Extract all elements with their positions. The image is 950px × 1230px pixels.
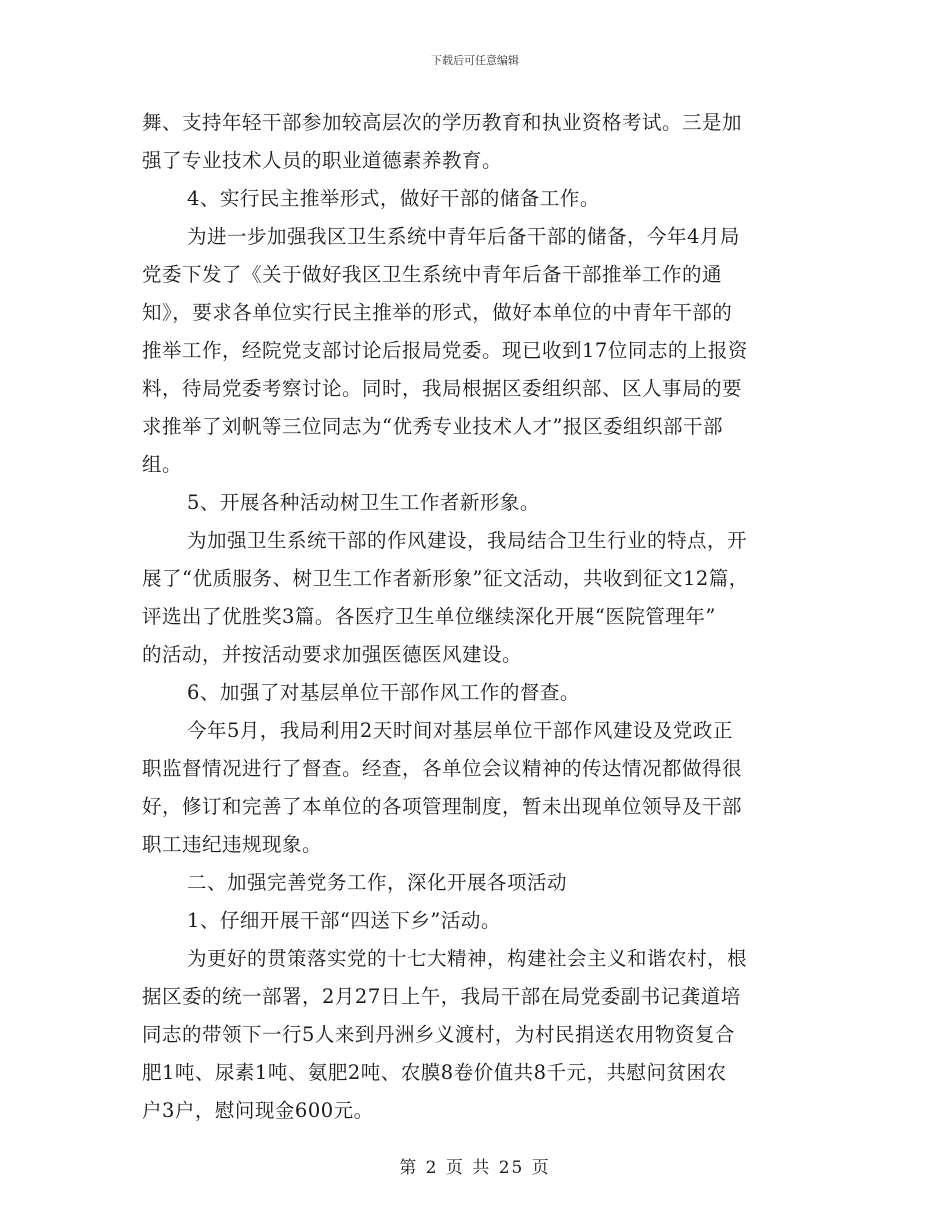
text-line: 评选出了优胜奖3篇。各医疗卫生单位继续深化开展“医院管理年” bbox=[142, 605, 716, 628]
page-number: 第 2 页 共 25 页 bbox=[399, 1158, 551, 1178]
text-line: 舞、支持年轻干部参加较高层次的学历教育和执业资格考试。三是加 bbox=[142, 111, 743, 134]
text-line: 为加强卫生系统干部的作风建设，我局结合卫生行业的特点，开 bbox=[187, 529, 748, 552]
text-line: 4、实行民主推举形式，做好干部的储备工作。 bbox=[187, 187, 600, 210]
text-line: 5、开展各种活动树卫生工作者新形象。 bbox=[187, 491, 540, 514]
document-body bbox=[142, 104, 812, 1130]
text-line: 为更好的贯策落实党的十七大精神，构建社会主义和谐农村，根 bbox=[187, 947, 748, 970]
text-line: 料，待局党委考察讨论。同时，我局根据区委组织部、区人事局的要 bbox=[142, 377, 743, 400]
text-line: 组。 bbox=[142, 453, 183, 476]
text-line: 1、仔细开展干部“四送下乡”活动。 bbox=[187, 909, 501, 932]
text-line: 知》，要求各单位实行民主推举的形式，做好本单位的中青年干部的 bbox=[142, 301, 733, 324]
text-line: 好，修订和完善了本单位的各项管理制度，暂未出现单位领导及干部 bbox=[142, 795, 743, 818]
text-line: 同志的带领下一行5人来到丹洲乡义渡村，为村民捐送农用物资复合 bbox=[142, 1023, 735, 1046]
text-line: 据区委的统一部署，2月27日上午，我局干部在局党委副书记龚道培 bbox=[142, 985, 741, 1008]
page-header: 下载后可任意编辑 bbox=[431, 54, 519, 67]
text-line: 为进一步加强我区卫生系统中青年后备干部的储备，今年4月局 bbox=[187, 225, 740, 248]
text-line: 求推举了刘帆等三位同志为“优秀专业技术人才”报区委组织部干部 bbox=[142, 415, 723, 438]
text-line: 6、加强了对基层单位干部作风工作的督查。 bbox=[187, 681, 580, 704]
text-line: 肥1吨、尿素1吨、氨肥2吨、农膜8卷价值共8千元，共慰问贫困农 bbox=[142, 1061, 727, 1084]
text-line: 的活动，并按活动要求加强医德医风建设。 bbox=[142, 643, 523, 666]
text-line: 职监督情况进行了督查。经查，各单位会议精神的传达情况都做得很 bbox=[142, 757, 743, 780]
text-line: 党委下发了《关于做好我区卫生系统中青年后备干部推举工作的通 bbox=[142, 263, 723, 286]
text-line: 户3户，慰问现金600元。 bbox=[142, 1099, 374, 1122]
text-line: 展了“优质服务、树卫生工作者新形象”征文活动，共收到征文12篇， bbox=[142, 567, 749, 590]
text-line: 今年5月，我局利用2天时间对基层单位干部作风建设及党政正 bbox=[187, 719, 733, 742]
text-line: 二、加强完善党务工作，深化开展各项活动 bbox=[187, 871, 568, 894]
text-line: 强了专业技术人员的职业道德素养教育。 bbox=[142, 149, 503, 172]
text-line: 职工违纪违规现象。 bbox=[142, 833, 323, 856]
text-line: 推举工作，经院党支部讨论后报局党委。现已收到17位同志的上报资 bbox=[142, 339, 748, 362]
